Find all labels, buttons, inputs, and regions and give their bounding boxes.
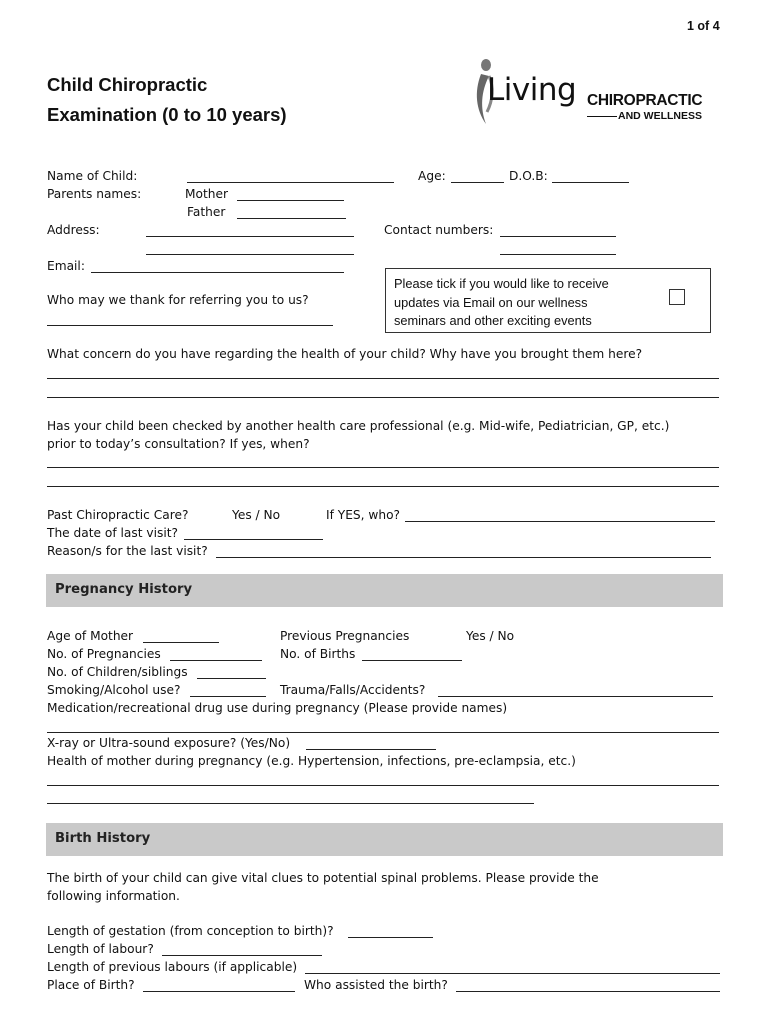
health-of-mother-label: Health of mother during pregnancy (e.g. Hypertension, infections, pre-eclampsia, etc.) [47, 754, 576, 768]
trauma-label: Trauma/Falls/Accidents? [280, 683, 426, 697]
smoking-alcohol-field[interactable] [190, 696, 266, 697]
past-care-label: Past Chiropractic Care? [47, 508, 189, 522]
email-updates-text [394, 275, 609, 331]
dob-field[interactable] [552, 182, 629, 183]
birth-history-header [46, 823, 723, 856]
page-number: 1 of 4 [687, 19, 720, 33]
logo-sub-text-1: CHIROPRACTIC [587, 92, 703, 109]
place-of-birth-field[interactable] [143, 991, 295, 992]
checked-question-line2: prior to today’s consultation? If yes, when? [47, 437, 310, 451]
concern-answer-line1[interactable] [47, 378, 719, 379]
previous-pregnancies-yes-no[interactable]: Yes / No [466, 629, 515, 643]
email-updates-line-1: Please tick if you would like to receive [394, 276, 609, 291]
labour-field[interactable] [162, 955, 322, 956]
place-of-birth-label: Place of Birth? [47, 978, 135, 992]
if-yes-who-label: If YES, who? [326, 508, 401, 522]
mother-name-field[interactable] [237, 200, 344, 201]
referral-field[interactable] [47, 325, 333, 326]
smoking-alcohol-label: Smoking/Alcohol use? [47, 683, 181, 697]
contact-numbers-label: Contact numbers: [384, 223, 494, 237]
previous-labours-label: Length of previous labours (if applicable) [47, 960, 298, 974]
previous-labours-field[interactable] [305, 973, 720, 974]
logo-brand-text: Living [487, 72, 577, 108]
referral-label: Who may we thank for referring you to us? [47, 293, 309, 307]
no-of-children-label: No. of Children/siblings [47, 665, 188, 679]
birth-intro-line1: The birth of your child can give vital clues to potential spinal problems. Please provide the [47, 871, 599, 885]
gestation-field[interactable] [348, 937, 433, 938]
email-updates-checkbox[interactable] [669, 289, 685, 305]
dob-label: D.O.B: [509, 169, 548, 183]
email-updates-box [385, 268, 711, 333]
xray-field[interactable] [306, 749, 436, 750]
medication-label: Medication/recreational drug use during pregnancy (Please provide names) [47, 701, 508, 715]
assisted-birth-label: Who assisted the birth? [304, 978, 448, 992]
address-field-line2[interactable] [146, 254, 354, 255]
birth-history-title: Birth History [55, 831, 151, 846]
pregnancy-history-title: Pregnancy History [55, 582, 193, 597]
logo-sub-text-2: AND WELLNESS [618, 110, 702, 122]
age-of-mother-label: Age of Mother [47, 629, 134, 643]
contact-number-field-1[interactable] [500, 236, 616, 237]
assisted-birth-field[interactable] [456, 991, 720, 992]
trauma-field[interactable] [438, 696, 713, 697]
checked-question-line1: Has your child been checked by another health care professional (e.g. Mid-wife, Pediatrician, GP, etc.) [47, 419, 670, 433]
last-visit-date-label: The date of last visit? [47, 526, 178, 540]
brand-logo [472, 52, 717, 128]
no-of-pregnancies-label: No. of Pregnancies [47, 647, 161, 661]
no-of-pregnancies-field[interactable] [170, 660, 262, 661]
no-of-children-field[interactable] [197, 678, 266, 679]
page-title-line2: Examination (0 to 10 years) [47, 104, 287, 125]
last-visit-reason-label: Reason/s for the last visit? [47, 544, 208, 558]
previous-pregnancies-label: Previous Pregnancies [280, 629, 410, 643]
past-care-yes-no[interactable]: Yes / No [232, 508, 281, 522]
medication-field[interactable] [47, 732, 719, 733]
age-label: Age: [418, 169, 446, 183]
email-label: Email: [47, 259, 85, 273]
health-of-mother-field-line1[interactable] [47, 785, 719, 786]
email-field[interactable] [91, 272, 344, 273]
xray-label: X-ray or Ultra-sound exposure? (Yes/No) [47, 736, 291, 750]
labour-label: Length of labour? [47, 942, 154, 956]
logo-rule [587, 116, 617, 117]
address-field-line1[interactable] [146, 236, 354, 237]
parents-names-label: Parents names: [47, 187, 142, 201]
age-field[interactable] [451, 182, 504, 183]
last-visit-date-field[interactable] [184, 539, 323, 540]
contact-number-field-2[interactable] [500, 254, 616, 255]
checked-answer-line1[interactable] [47, 467, 719, 468]
checked-answer-line2[interactable] [47, 486, 719, 487]
age-of-mother-field[interactable] [143, 642, 219, 643]
concern-question: What concern do you have regarding the health of your child? Why have you brought them here? [47, 347, 643, 361]
concern-answer-line2[interactable] [47, 397, 719, 398]
father-label: Father [187, 205, 226, 219]
name-of-child-label: Name of Child: [47, 169, 138, 183]
address-label: Address: [47, 223, 100, 237]
gestation-label: Length of gestation (from conception to birth)? [47, 924, 334, 938]
last-visit-reason-field[interactable] [216, 557, 711, 558]
email-updates-line-3: seminars and other exciting events [394, 313, 592, 328]
page-title-line1: Child Chiropractic [47, 74, 208, 95]
pregnancy-history-header [46, 574, 723, 607]
father-name-field[interactable] [237, 218, 346, 219]
health-of-mother-field-line2[interactable] [47, 803, 534, 804]
birth-intro-line2: following information. [47, 889, 180, 903]
email-updates-line-2: updates via Email on our wellness [394, 294, 588, 310]
no-of-births-label: No. of Births [280, 647, 356, 661]
mother-label: Mother [185, 187, 228, 201]
if-yes-who-field[interactable] [405, 521, 715, 522]
name-of-child-field[interactable] [187, 182, 394, 183]
no-of-births-field[interactable] [362, 660, 462, 661]
